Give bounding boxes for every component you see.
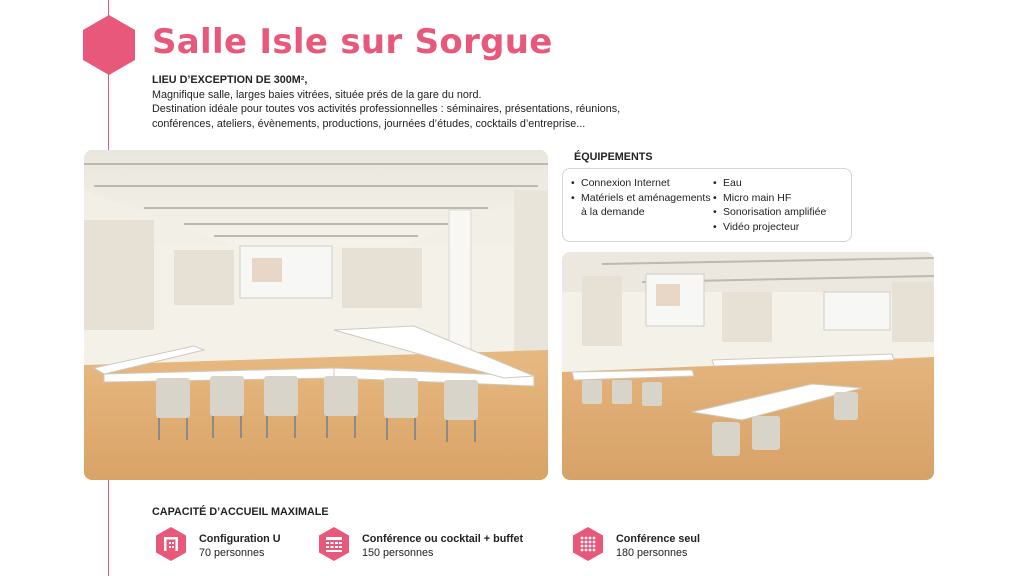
equipment-item: • Micro main HF bbox=[713, 191, 853, 206]
capacity-label: Configuration U bbox=[199, 533, 281, 545]
capacity-label: Conférence seul bbox=[616, 533, 701, 545]
capacity-count: 150 personnes bbox=[362, 546, 434, 559]
room-photo-buffet-configuration bbox=[562, 252, 934, 480]
capacity-count: 70 personnes bbox=[199, 546, 265, 559]
equipment-item: • Vidéo projecteur bbox=[713, 220, 853, 235]
equipment-list-left bbox=[571, 176, 711, 220]
page-title: Salle Isle sur Sorgue bbox=[152, 22, 553, 62]
room-photo-u-configuration bbox=[84, 150, 548, 480]
intro-text bbox=[152, 73, 672, 131]
description-line-1: Magnifique salle, larges baies vitrées, située prés de la gare du nord. bbox=[152, 88, 482, 101]
description-line-3: conférences, ateliers, évènements, productions, journées d’études, cocktails d’entreprise... bbox=[152, 117, 586, 130]
buffet-layout-icon bbox=[318, 526, 350, 562]
theatre-layout-icon bbox=[572, 526, 604, 562]
equipment-item: • Connexion Internet bbox=[571, 176, 711, 191]
equipment-list-right bbox=[713, 176, 853, 234]
equipment-title: ÉQUIPEMENTS bbox=[574, 151, 653, 163]
hexagon-badge-icon bbox=[82, 14, 136, 76]
capacity-title: CAPACITÉ D’ACCUEIL MAXIMALE bbox=[152, 506, 329, 518]
capacity-label: Conférence ou cocktail + buffet bbox=[362, 533, 524, 545]
description-line-2: Destination idéale pour toutes vos activités professionnelles : séminaires, présentations, réunions, bbox=[152, 103, 621, 115]
venue-subtitle: LIEU D’EXCEPTION DE 300M², bbox=[152, 74, 308, 86]
equipment-item: • Matériels et aménagements à la demande bbox=[571, 191, 711, 220]
equipment-item: • Eau bbox=[713, 176, 853, 191]
capacity-count: 180 personnes bbox=[616, 546, 688, 559]
equipment-item: • Sonorisation amplifiée bbox=[713, 205, 853, 220]
equipment-box bbox=[562, 168, 852, 242]
u-layout-icon bbox=[155, 526, 187, 562]
